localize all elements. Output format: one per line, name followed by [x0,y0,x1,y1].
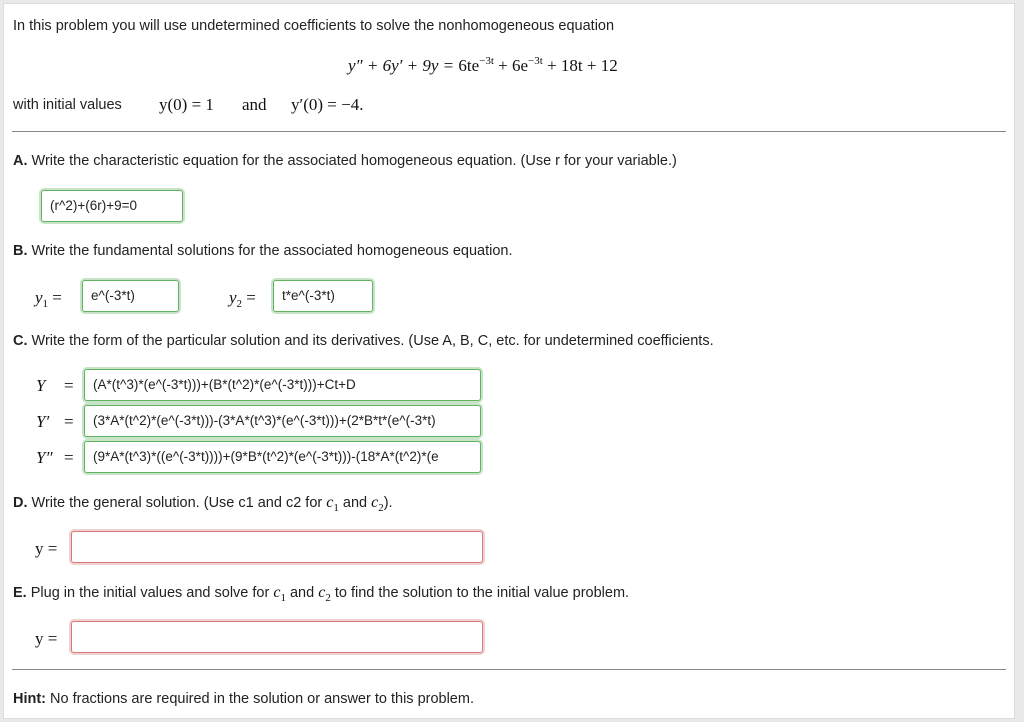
intro-text: In this problem you will use undetermined coefficients to solve the nonhomogeneous equation [13,18,615,34]
y1-input[interactable]: e^(-3*t) [82,280,179,312]
y2-input[interactable]: t*e^(-3*t) [273,280,373,312]
part-a-heading: A. Write the characteristic equation for the associated homogeneous equation. (Use r for your variable.) [13,153,677,169]
Y-equals: = [64,376,74,395]
divider-bottom [12,669,1006,670]
initial-and: and [242,95,267,114]
problem-panel [3,3,1015,719]
equation-term-1: 6te [458,56,480,75]
Yp-input[interactable]: (3*A*(t^2)*(e^(-3*t)))-(3*A*(t^3)*(e^(-3*t)))+(2*B*t*(e^(-3*t) [84,405,481,437]
hint-text: Hint: No fractions are required in the solution or answer to this problem. [13,691,474,707]
Ypp-equals: = [64,448,74,467]
part-b-heading: B. Write the fundamental solutions for the associated homogeneous equation. [13,243,513,259]
equation-lhs: y″ + 6y′ + 9y = [348,56,459,75]
Y-label: Y [36,376,46,395]
divider-top [12,131,1006,132]
Yp-label: Y′ [36,412,50,431]
characteristic-equation-input[interactable]: (r^2)+(6r)+9=0 [41,190,183,222]
part-c-heading: C. Write the form of the particular solution and its derivatives. (Use A, B, C, etc. for undetermined coefficients. [13,333,714,349]
initial-condition-1: y(0) = 1 [159,95,214,114]
initial-values-label: with initial values [13,97,122,113]
Y-input[interactable]: (A*(t^3)*(e^(-3*t)))+(B*(t^2)*(e^(-3*t)))+Ct+D [84,369,481,401]
equation-exponent-1: −3t [479,55,494,67]
Ypp-label: Y″ [36,448,53,467]
part-e-heading: E. Plug in the initial values and solve for $c_1$ and $c_2$ to find the solution to the initial value problem. [13,584,630,604]
Ypp-input[interactable]: (9*A*(t^3)*((e^(-3*t))))+(9*B*(t^2)*(e^(-3*t)))-(18*A*(t^2)*(e [84,441,481,473]
differential-equation [348,56,618,76]
y1-label: $y_1$ = [35,288,62,310]
equation-term-3: + 18t + 12 [542,56,618,75]
equation-exponent-2: −3t [528,55,543,67]
initial-condition-2: y′(0) = −4. [291,95,364,114]
Yp-equals: = [64,412,74,431]
equation-term-2: + 6e [493,56,529,75]
general-solution-label: y = [35,539,58,558]
part-d-heading: D. Write the general solution. (Use c1 and c2 for $c_1$ and $c_2$). [13,494,393,514]
y2-label: $y_2$ = [229,288,256,310]
ivp-solution-input[interactable] [71,621,483,653]
ivp-solution-label: y = [35,629,58,648]
general-solution-input[interactable] [71,531,483,563]
